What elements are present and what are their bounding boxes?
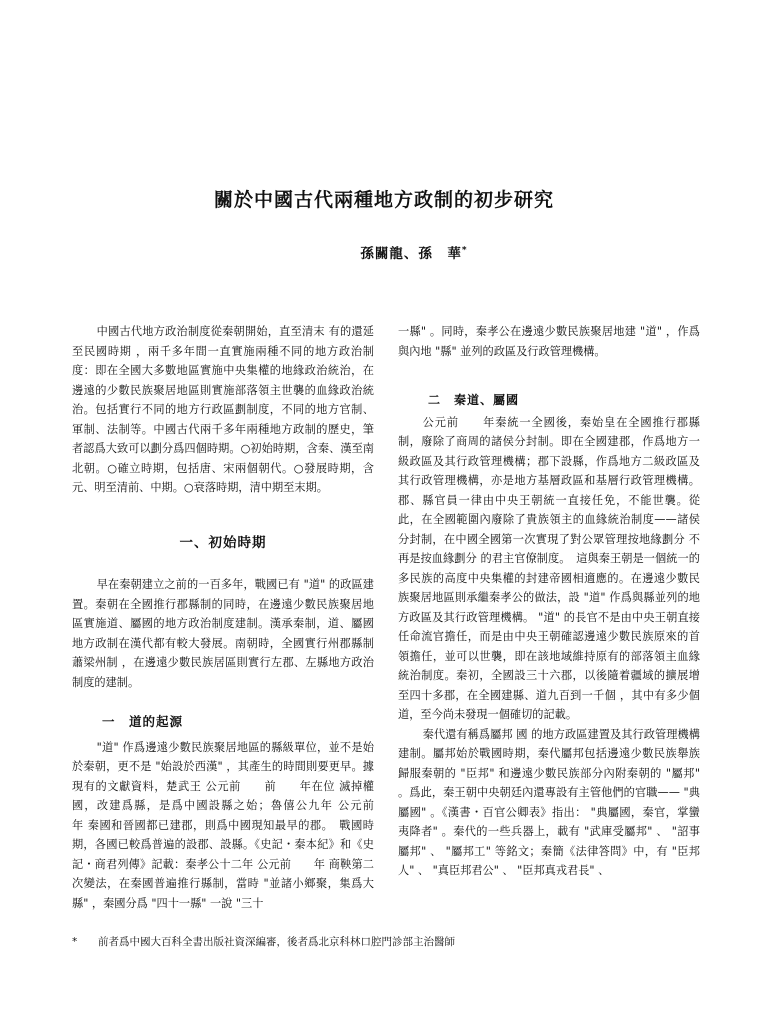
section-heading-initial-period: 一、初始時期 — [179, 534, 267, 551]
subsection-paragraph-2: 秦代還有稱爲屬邦 國 的地方政區建置及其行政管理機構建制。屬邦始於戰國時期，秦代屬邦包括邊遠少數民族舉族歸服秦朝的 "臣邦" 和邊遠少數民族部分內附秦朝的 "屬邦" 。爲此，秦王朝中央朝廷內還專設有主管他們的官職—— "典屬國" 。《漢書・百官公卿表》指出： "典屬國，秦官，掌蠻夷降者" 。秦代的一些兵器上，載有 "武庫受屬邦" 、 "詔事屬邦" 、 "屬邦工" 等銘文；秦簡《法律答問》中，有 "臣邦人" 、 "真臣邦君公" 、 "臣邦真戎君長" 、 — [398, 727, 700, 877]
intro-paragraph: 中國古代地方政治制度從秦朝開始，直至清末 有的還延至民國時期 ，兩千多年間一直實施兩種不同的地方政治制度：即在全國大多數地區實施中央集權的地緣政治統治，在邊遠的少數民族聚居地區則實施部落領主世襲的血緣政治統治。包括實行不同的地方行政區劃制度，不同的地方官制、軍制、法制等。中國古代兩千多年兩種地方政制的歷史，筆者認爲大致可以劃分爲四個時期。○初始時期，含秦、漢至南北朝。○確立時期，包括唐、宋兩個朝代。○發展時期，含元、明至清前、中期。○衰落時期，清中期至末期。 — [72, 325, 374, 494]
footnote — [72, 934, 712, 950]
left-column — [72, 322, 397, 913]
paper-title: 關於中國古代兩種地方政制的初步研究 — [213, 189, 554, 211]
subsection-heading-qin-dao: 二 秦道、屬國 — [428, 393, 520, 407]
continued-paragraph: 一縣" 。同時，秦孝公在邊遠少數民族聚居地建 "道" ，作爲與內地 "縣" 並列的政區及行政管理機構。 — [398, 325, 700, 358]
author-footnote-marker: * — [461, 245, 468, 256]
footnote-text: 前者爲中國大百科全書出版社資深編審，後者爲北京科林口腔門診部主治醫師 — [98, 936, 455, 948]
author-line — [0, 242, 768, 262]
subsection-paragraph-1: 公元前 年秦統一全國後，秦始皇在全國推行郡縣制，廢除了商周的諸侯分封制。即在全國建郡，作爲地方一級政區及其行政管理機構；郡下設縣，作爲地方二級政區及其行政管理機構，亦是地方基層政區和基層行政管理機構。郡、縣官員一律由中央王朝統一直接任免，不能世襲。從此，在全國範圍內廢除了貴族領主的血緣統治制度——諸侯分封制，在中國全國第一次實現了對公眾管理按地緣劃分 不再是按血緣劃分 的君主官僚制度。 這與秦王朝是一個統一的多民族的高度中央集權的封建帝國相適應的。在邊遠少數民族聚居地區則承繼秦孝公的做法，設 "道" 作爲與縣並列的地方政區及其行政管理機構。 "道" 的長官不是由中央王朝直接任命流官擔任，而是由中央王朝確認邊遠少數民族原來的首領擔任，並可以世襲，即在該地域維持原有的部落領主血緣統治制度。秦初，全國設三十六郡，以後隨着疆域的擴展增至四十多郡，在全國建縣、道九百到一千個 ，其中有多少個道，至今尚未發現一個確切的記載。 — [398, 415, 700, 721]
subsection-paragraph: "道" 作爲邊遠少數民族聚居地區的縣級單位，並不是始於秦朝，更不是 "始設於西漢" ，其產生的時間則要更早。據現有的文獻資料，楚武王 公元前 前 年在位 滅掉權國，改建爲縣，是爲中國設縣之始；魯僖公九年 公元前 年 秦國和晉國都已建郡，則爲中國現知最早的郡。 戰國時期，各國已較爲普遍的設郡、設縣。《史記・秦本紀》和《史記・商君列傳》記載：秦孝公十二年 公元前 年 商鞅第二次變法，在秦國普遍推行縣制，當時 "並諸小鄉聚，集爲大縣" ，秦國分爲 "四十一縣" 一說 "三十 — [72, 740, 397, 910]
section-paragraph: 早在秦朝建立之前的一百多年，戰國已有 "道" 的政區建置。秦朝在全國推行郡縣制的同時，在邊遠少數民族聚居地區實施道、屬國的地方政治制度建制。漢承秦制，道、屬國地方政制在漢代都有較大發展。南朝時，全國實行州郡縣制 蕭梁州制 ，在邊遠少數民族居區則實行左郡、左縣地方政治制度的建制。 — [72, 578, 374, 689]
right-column — [398, 322, 700, 881]
footnote-marker: * — [72, 936, 78, 948]
author-names: 孫關龍、孫 華 — [360, 246, 462, 262]
subsection-heading-dao-origin: 一 道的起源 — [102, 714, 184, 729]
